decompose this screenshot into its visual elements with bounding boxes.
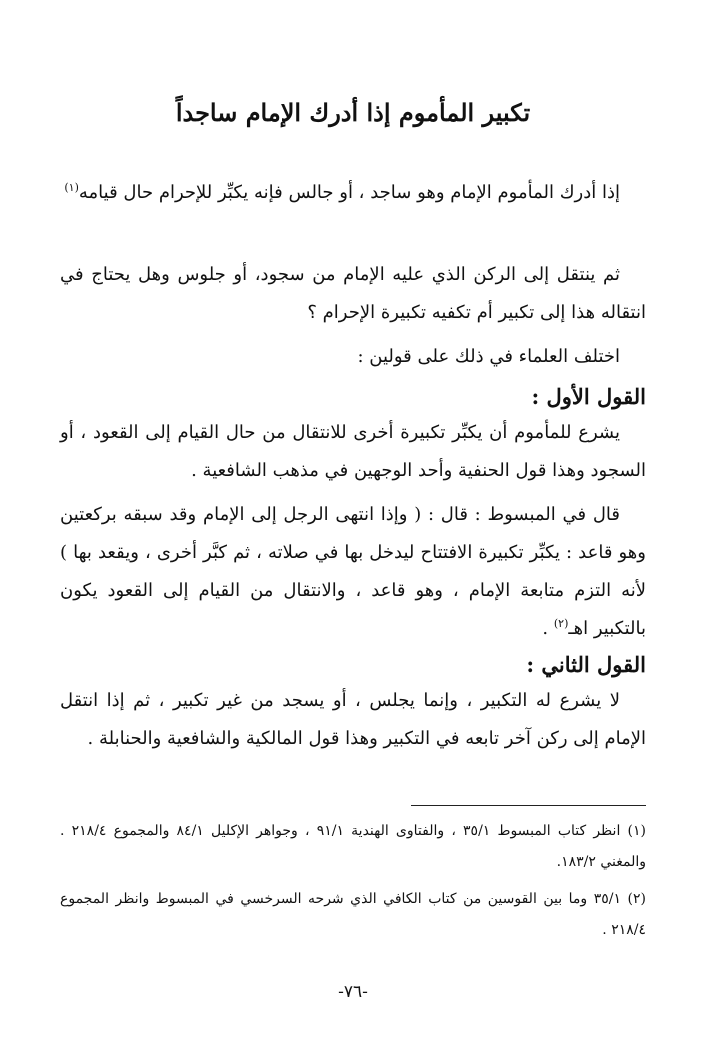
disagreement-paragraph-block [60,338,646,376]
intro-text: إذا أدرك المأموم الإمام وهو ساجد ، أو جالس فإنه يكبِّر للإحرام حال قيامه [78,182,620,203]
question-paragraph: ثم ينتقل إلى الركن الذي عليه الإمام من سجود، أو جلوس وهل يحتاج في انتقاله هذا إلى تكبير أم تكفيه تكبيرة الإحرام ؟ [60,264,646,323]
quote-paragraph-block [60,496,646,648]
quote-end: . [542,618,554,639]
second-opinion-section [60,648,646,758]
second-opinion-heading: القول الثاني : [526,652,646,677]
disagreement-paragraph: اختلف العلماء في ذلك على قولين : [357,346,620,367]
intro-paragraph [60,174,646,212]
first-opinion-paragraph: يشرع للمأموم أن يكبِّر تكبيرة أخرى للانتقال من حال القيام إلى القعود ، أو السجود وهذا قول الحنفية وأحد الوجهين في مذهب الشافعية . [60,422,646,481]
footnote-1: (١) انظر كتاب المبسوط ٣٥/١ ، والفتاوى الهندية ٩١/١ ، وجواهر الإكليل ٨٤/١ والمجموع ٢١٨/٤ . والمغني ١٨٣/٢. [60,823,646,870]
footnotes [60,816,646,946]
footnote-ref-2: (٢) [553,617,569,630]
first-opinion-section [60,380,646,490]
page-title: تكبير المأموم إذا أدرك الإمام ساجداً [175,98,531,127]
first-opinion-heading: القول الأول : [531,384,646,409]
second-opinion-paragraph: لا يشرع له التكبير ، وإنما يجلس ، أو يسجد من غير تكبير ، ثم إذا انتقل الإمام إلى ركن آخر تابعه في التكبير وهذا قول المالكية والشافعية والحنابلة . [60,690,646,749]
footnote-ref-1: (١) [64,181,79,194]
page-number: -٧٦- [338,982,368,1002]
question-paragraph-block [60,256,646,332]
footnote-2: (٢) ٣٥/١ وما بين القوسين من كتاب الكافي الذي شرحه السرخسي في المبسوط وانظر المجموع ٢١٨/٤ . [60,891,646,938]
document-page [60,0,646,1055]
footnote-separator [411,805,646,806]
quote-text: قال في المبسوط : قال : ( وإذا انتهى الرجل إلى الإمام وقد سبقه بركعتين وهو قاعد : يكبِّر تكبيرة الافتتاح ليدخل بها في صلاته ، ثم كبَّر أخرى ، ويقعد بها ) لأنه التزم متابعة الإمام ، وهو قاعد ، والانتقال من القيام إلى القعود يكون بالتكبير اهـ [60,504,646,639]
intro-paragraph-block [60,174,646,212]
quote-paragraph [60,496,646,648]
